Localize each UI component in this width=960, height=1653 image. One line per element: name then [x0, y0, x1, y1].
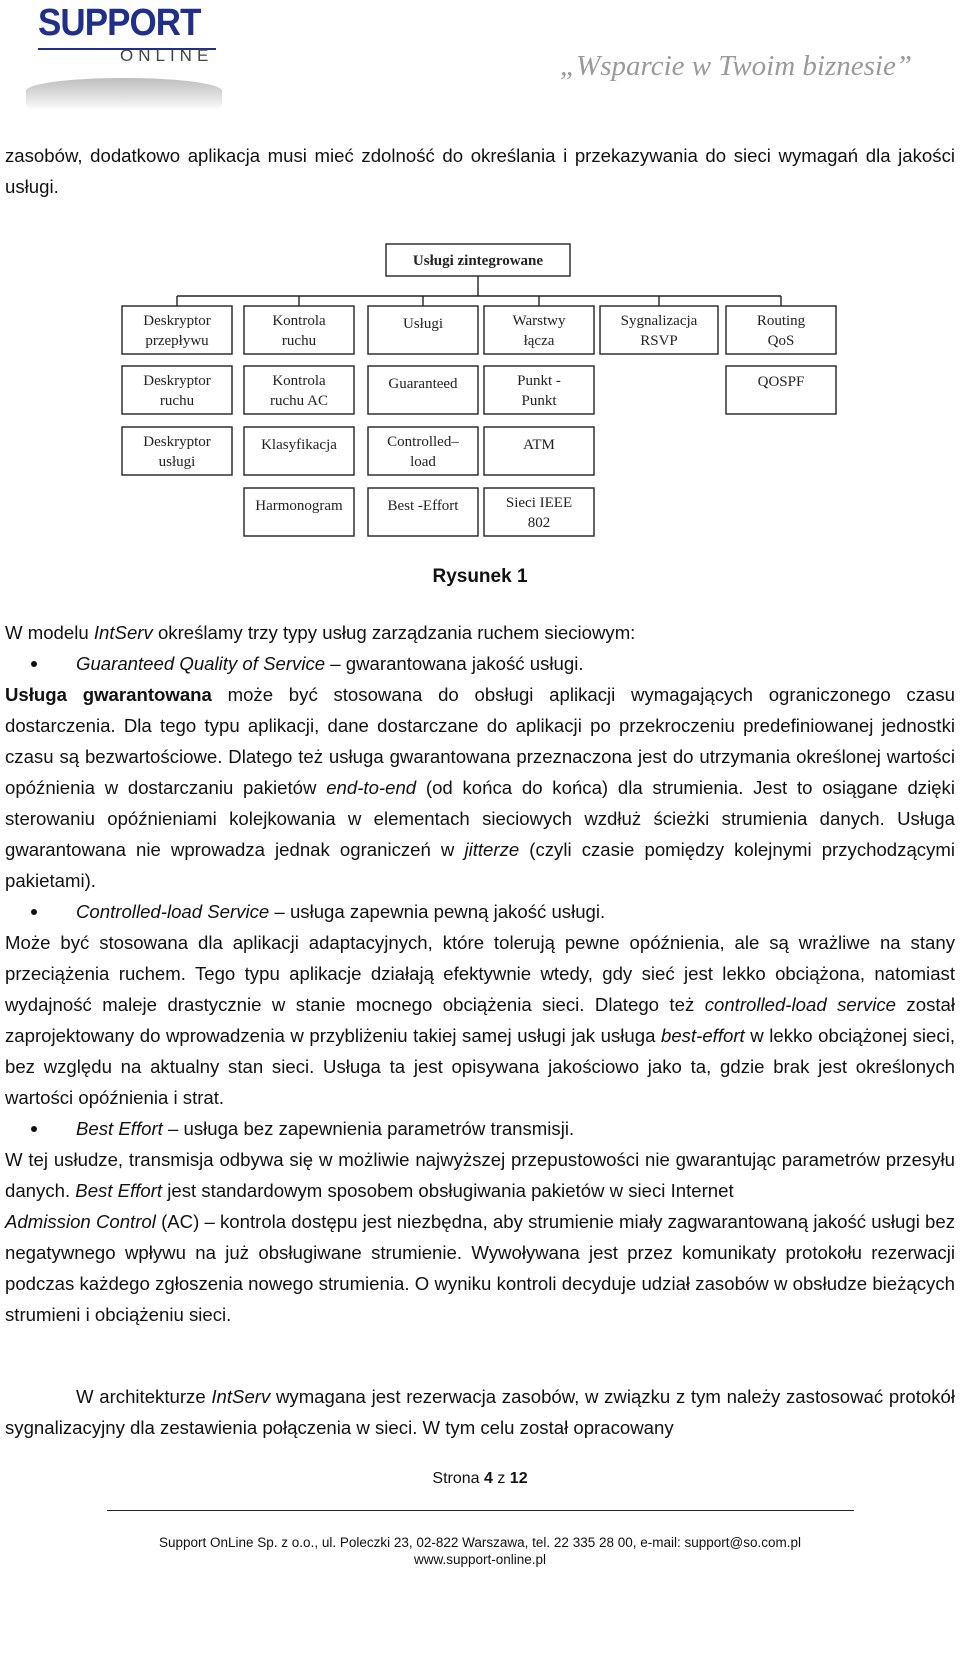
bullet-dot	[31, 909, 37, 915]
diagram-label: Usługi	[402, 316, 444, 332]
main-text-continued	[5, 1381, 955, 1443]
diagram-label: Punkt	[521, 393, 557, 409]
main-text	[5, 617, 955, 1330]
paragraph-intserv-reservation: W architekturze IntServ wymagana jest rezerwacja zasobów, w związku z tym należy zastosować protokół sygnalizacyjny dla zestawienia połączenia w sieci. W tym celu został opracowany	[5, 1386, 955, 1438]
diagram-label: Punkt -	[517, 373, 561, 389]
intro-paragraph	[5, 140, 955, 202]
diagram-label: Kontrola	[272, 313, 326, 329]
bullet-best-effort: Best Effort – usługa bez zapewnienia parametrów transmisji.	[5, 1113, 955, 1144]
diagram-label: Kontrola	[272, 373, 326, 389]
page-total: 12	[509, 1470, 528, 1487]
footer-address: Support OnLine Sp. z o.o., ul. Poleczki 23, 02-822 Warszawa, tel. 22 335 28 00, e-mail: support@so.com.pl	[158, 1535, 802, 1550]
footer-website[interactable]: www.support-online.pl	[413, 1552, 547, 1567]
support-online-logo	[22, 0, 222, 110]
bullet-dot	[31, 1126, 37, 1132]
diagram-label: Best -Effort	[387, 498, 459, 514]
page-current: 4	[483, 1470, 493, 1487]
diagram-label: łącza	[523, 333, 555, 349]
logo-shade	[26, 78, 222, 110]
paragraph-admission-control: Admission Control (AC) – kontrola dostępu jest niezbędna, aby strumienie miały zagwarantowaną jakość usługi bez negatywnego wpływu na już obsługiwane strumienie. Wywoływana jest przez komunikaty protokołu rezerwacji podczas każdego zgłoszenia nowego strumienia. O wyniku kontroli decyduje udział zasobów w obsłudze bieżących strumieni i obciążeniu sieci.	[5, 1211, 955, 1325]
diagram-label: ruchu	[159, 393, 195, 409]
diagram-label: Deskryptor	[143, 373, 211, 389]
diagram-label: Harmonogram	[255, 498, 343, 514]
diagram-label: Sieci IEEE	[505, 495, 573, 511]
slogan: „Wsparcie w Twoim biznesie”	[559, 50, 912, 82]
diagram-label: Warstwy	[512, 313, 566, 329]
diagram-label: Deskryptor	[143, 313, 211, 329]
diagram-label: przepływu	[145, 333, 209, 349]
intro-text: zasobów, dodatkowo aplikacja musi mieć zdolność do określania i przekazywania do sieci wymagań dla jakości usługi.	[5, 145, 955, 197]
diagram-label: Deskryptor	[143, 434, 211, 450]
footer-divider	[107, 1510, 854, 1511]
diagram-label: usługi	[158, 454, 196, 470]
diagram-label: QoS	[767, 333, 795, 349]
diagram-label: Sygnalizacja	[620, 313, 698, 329]
paragraph-controlled-load: Może być stosowana dla aplikacji adaptacyjnych, które tolerują pewne opóźnienia, ale są wrażliwe na stany przeciążenia ruchem. Tego typu aplikacje działają efektywnie wtedy, gdy sieć jest lekko obciążona, natomiast wydajność maleje drastycznie w stanie mocnego obciążenia sieci. Dlatego też controlled-load service został zaprojektowany do wprowadzenia w przybliżeniu takiej samej usługi jak usługa best-effort w lekko obciążonej sieci, bez względu na aktualny stan sieci. Usługa ta jest opisywana jakościowo jako ta, gdzie brak jest określonych wartości opóźnienia i strat.	[5, 932, 956, 1108]
diagram-label: ATM	[523, 437, 555, 453]
diagram-label: Guaranteed	[388, 376, 458, 392]
diagram-label: load	[410, 454, 436, 470]
page-header	[0, 0, 960, 120]
bullet-dot	[31, 661, 37, 667]
diagram-columns	[122, 296, 836, 536]
diagram-label: 802	[527, 515, 551, 531]
integrated-services-diagram	[118, 240, 918, 545]
diagram-label: Routing	[756, 313, 806, 329]
paragraph-intro: W modelu IntServ określamy trzy typy usług zarządzania ruchem sieciowym:	[5, 622, 636, 643]
diagram-label: Klasyfikacja	[261, 437, 337, 453]
logo-text: SUPPORT	[38, 2, 201, 44]
bullet-guaranteed: Guaranteed Quality of Service – gwarantowana jakość usługi.	[5, 648, 955, 679]
term-intserv: IntServ	[93, 622, 153, 643]
bullet-controlled-load: Controlled-load Service – usługa zapewnia pewną jakość usługi.	[5, 896, 955, 927]
diagram-label-root: Usługi zintegrowane	[412, 253, 544, 269]
page-number: Strona 4 z 12	[432, 1470, 528, 1487]
paragraph-best-effort: W tej usłudze, transmisja odbywa się w możliwie najwyższej przepustowości nie gwarantując parametrów przesyłu danych. Best Effort jest standardowym sposobem obsługiwania pakietów w sieci Internet	[5, 1149, 955, 1201]
diagram-label: RSVP	[640, 333, 678, 349]
logo-subtext: ONLINE	[120, 46, 214, 65]
figure-caption: Rysunek 1	[432, 566, 528, 587]
diagram-label: ruchu AC	[270, 393, 328, 409]
paragraph-guaranteed: Usługa gwarantowana może być stosowana do obsługi aplikacji wymagających ograniczonego czasu dostarczenia. Dla tego typu aplikacji, dane dostarczane do aplikacji po przekroczeniu predefiniowanej jednostki czasu są bezwartościowe. Dlatego też usługa gwarantowana przeznaczona jest do utrzymania określonej wartości opóźnienia w dostarczaniu pakietów end-to-end (od końca do końca) dla strumienia. Jest to osiągane dzięki sterowaniu opóźnieniami kolejkowania w elementach sieciowych wzdłuż ścieżki strumienia danych. Usługa gwarantowana nie wprowadza jednak ograniczeń w jitterze (czyli czasie pomiędzy kolejnymi przychodzącymi pakietami).	[5, 684, 955, 891]
diagram-label: ruchu	[281, 333, 317, 349]
diagram-label: QOSPF	[757, 374, 805, 390]
diagram-label: Controlled–	[387, 434, 459, 450]
